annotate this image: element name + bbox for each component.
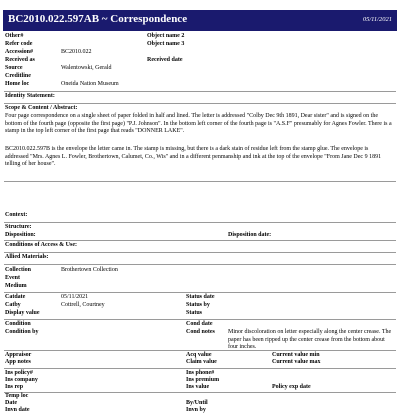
status-date-label: Status date	[186, 294, 215, 300]
current-value-min-label: Current value min	[272, 352, 320, 358]
inventory-date-label: Invn date	[5, 407, 30, 413]
condition-by-label: Condition by	[5, 329, 39, 335]
ins-company-label: Ins company	[5, 377, 38, 383]
disposition-label: Disposition:	[5, 232, 36, 238]
cond-notes-label: Cond notes	[186, 329, 215, 335]
claim-value-label: Claim value	[186, 359, 217, 365]
ins-phone-label: Ins phone#	[186, 370, 215, 376]
catby-value: Cottrell, Courtney	[61, 302, 105, 308]
section-divider	[4, 91, 396, 92]
inventory-by-label: Invn by	[186, 407, 206, 413]
received-as-label: Received as	[5, 57, 35, 63]
catdate-label: Catdate	[5, 294, 26, 300]
context-label: Context:	[5, 212, 28, 218]
display-value-label: Display value	[5, 310, 40, 316]
creditline-label: Creditline	[5, 73, 31, 79]
object-name-3-label: Object name 3	[147, 41, 185, 47]
accession-label: Accession#	[5, 49, 33, 55]
current-value-max-label: Current value max	[272, 359, 321, 365]
source-value: Walentowski, Gerald	[61, 65, 112, 71]
disposition-date-label: Disposition date:	[228, 232, 272, 238]
app-notes-label: App notes	[5, 359, 31, 365]
ins-value-label: Ins value	[186, 384, 210, 390]
ins-premium-label: Ins premium	[186, 377, 220, 383]
other-number-label: Other#	[5, 33, 24, 39]
section-divider	[4, 240, 396, 241]
acq-value-label: Acq value	[186, 352, 212, 358]
collection-value: Brothertown Collection	[61, 267, 118, 273]
cond-date-label: Cond date	[186, 321, 213, 327]
accession-value: BC2010.022	[61, 49, 92, 55]
policy-exp-date-label: Policy exp date	[272, 384, 311, 390]
ins-rep-label: Ins rep	[5, 384, 24, 390]
event-label: Event	[5, 275, 20, 281]
ins-policy-label: Ins policy#	[5, 370, 33, 376]
home-loc-value: Oneida Nation Museum	[61, 81, 119, 87]
section-divider	[4, 264, 396, 265]
temp-loc-label: Temp loc	[5, 393, 29, 399]
section-divider	[4, 222, 396, 223]
appraisor-label: Appraisor	[5, 352, 32, 358]
scope-paragraph-1: Four page correspondence on a single sheet of paper folded in half and lined. The letter is addressed "Colby Dec 9th 1891, Dear sister" and is signed on the bottom of the fourth page (opposite the first page) "P.J. Johnson". In the bottom left corner of the fourth page is "A.S.F" presumably for Agnes Fowler. There is a stamp in the top left corner of the first page that reads "DONNER LAKE".	[5, 113, 392, 134]
object-name-2-label: Object name 2	[147, 33, 185, 39]
condition-label: Condition	[5, 321, 31, 327]
medium-label: Medium	[5, 283, 27, 289]
status-by-label: Status by	[186, 302, 210, 308]
collection-label: Collection	[5, 267, 31, 273]
section-divider	[4, 252, 396, 253]
section-divider	[4, 368, 396, 369]
section-divider	[4, 319, 396, 320]
record-title: BC2010.022.597AB ~ Correspondence	[8, 13, 188, 25]
catby-label: Catby	[5, 302, 21, 308]
structure-label: Structure:	[5, 224, 32, 230]
source-label: Source	[5, 65, 23, 71]
received-date-label: Received date	[147, 57, 183, 63]
section-divider	[4, 292, 396, 293]
section-divider	[4, 392, 396, 393]
home-loc-label: Home loc	[5, 81, 30, 87]
scope-content-label: Scope & Content / Abstract:	[5, 105, 78, 111]
refer-code-label: Refer code	[5, 41, 33, 47]
section-divider	[4, 103, 396, 104]
allied-materials-label: Allied Materials:	[5, 254, 49, 260]
conditions-access-label: Conditions of Access & Use:	[5, 242, 77, 248]
section-divider	[4, 181, 396, 182]
record-title-bar	[3, 10, 397, 31]
identity-statement-label: Identity Statement:	[5, 93, 55, 99]
by-until-label: By/Until	[186, 400, 208, 406]
catdate-value: 05/11/2021	[61, 294, 89, 300]
scope-paragraph-2: BC2010.022.597B is the envelope the letter came in. The stamp is missing, but there is a dark stain of residue left from the stamp glue. The envelope is addressed "Mrs. Agnes L. Fowler, Brothertown, Calumet, Co., Wis" and in a different penmanship and ink at the top of the envelope "From Jane Dec 9 1891 telling of her house".	[5, 146, 382, 167]
record-date: 05/11/2021	[362, 16, 392, 23]
date-label: Date	[5, 400, 17, 406]
status-label: Status	[186, 310, 203, 316]
section-divider	[4, 350, 396, 351]
cond-notes-value: Minor discoloration on letter especially along the center crease. The paper has been ripped up the center crease from the bottom about four inches.	[228, 329, 392, 350]
